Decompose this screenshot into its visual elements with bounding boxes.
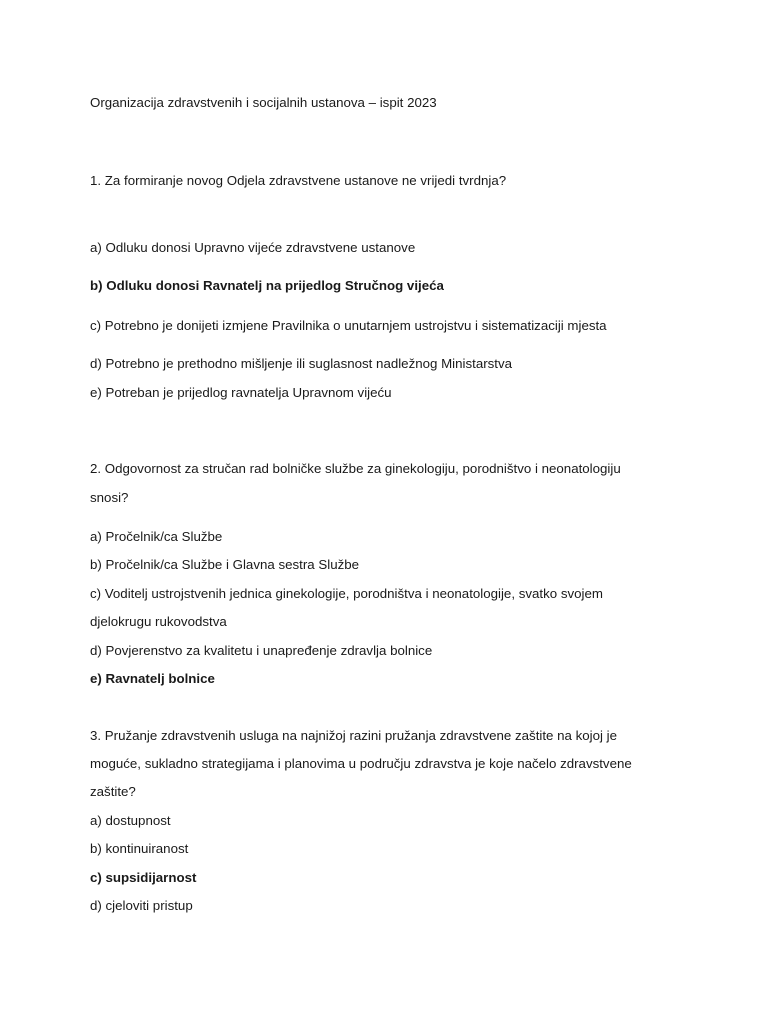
q1-option-a: a) Odluku donosi Upravno vijeće zdravstvene ustanove — [90, 240, 416, 255]
q3-option-d: d) cjeloviti pristup — [90, 898, 193, 913]
question-2-line-1: 2. Odgovornost za stručan rad bolničke službe za ginekologiju, porodništvo i neonatologiju — [90, 461, 621, 476]
document-title: Organizacija zdravstvenih i socijalnih ustanova – ispit 2023 — [90, 95, 437, 110]
question-3-line-1: 3. Pružanje zdravstvenih usluga na najnižoj razini pružanja zdravstvene zaštite na kojoj je — [90, 728, 617, 743]
q1-option-d: d) Potrebno je prethodno mišljenje ili suglasnost nadležnog Ministarstva — [90, 356, 513, 371]
q2-option-a: a) Pročelnik/ca Službe — [90, 529, 223, 544]
q2-option-d: d) Povjerenstvo za kvalitetu i unapređenje zdravlja bolnice — [90, 643, 433, 658]
q1-option-e: e) Potreban je prijedlog ravnatelja Upravnom vijeću — [90, 385, 392, 400]
question-3-line-3: zaštite? — [90, 784, 136, 799]
q1-option-b-correct: b) Odluku donosi Ravnatelj na prijedlog Stručnog vijeća — [90, 278, 444, 293]
q2-option-c-line-2: djelokrugu rukovodstva — [90, 614, 227, 629]
q3-option-c-correct: c) supsidijarnost — [90, 870, 197, 885]
q2-option-e-correct: e) Ravnatelj bolnice — [90, 671, 215, 686]
question-1: 1. Za formiranje novog Odjela zdravstvene ustanove ne vrijedi tvrdnja? — [90, 173, 507, 188]
q3-option-a: a) dostupnost — [90, 813, 171, 828]
q2-option-c-line-1: c) Voditelj ustrojstvenih jednica ginekologije, porodništva i neonatologije, svatko svojem — [90, 586, 603, 601]
q1-option-c: c) Potrebno je donijeti izmjene Pravilnika o unutarnjem ustrojstvu i sistematizaciji mjesta — [90, 318, 607, 333]
question-3-line-2: moguće, sukladno strategijama i planovima u području zdravstva je koje načelo zdravstvene — [90, 756, 632, 771]
q2-option-b: b) Pročelnik/ca Službe i Glavna sestra Službe — [90, 557, 360, 572]
q3-option-b: b) kontinuiranost — [90, 841, 189, 856]
question-2-line-2: snosi? — [90, 490, 129, 505]
